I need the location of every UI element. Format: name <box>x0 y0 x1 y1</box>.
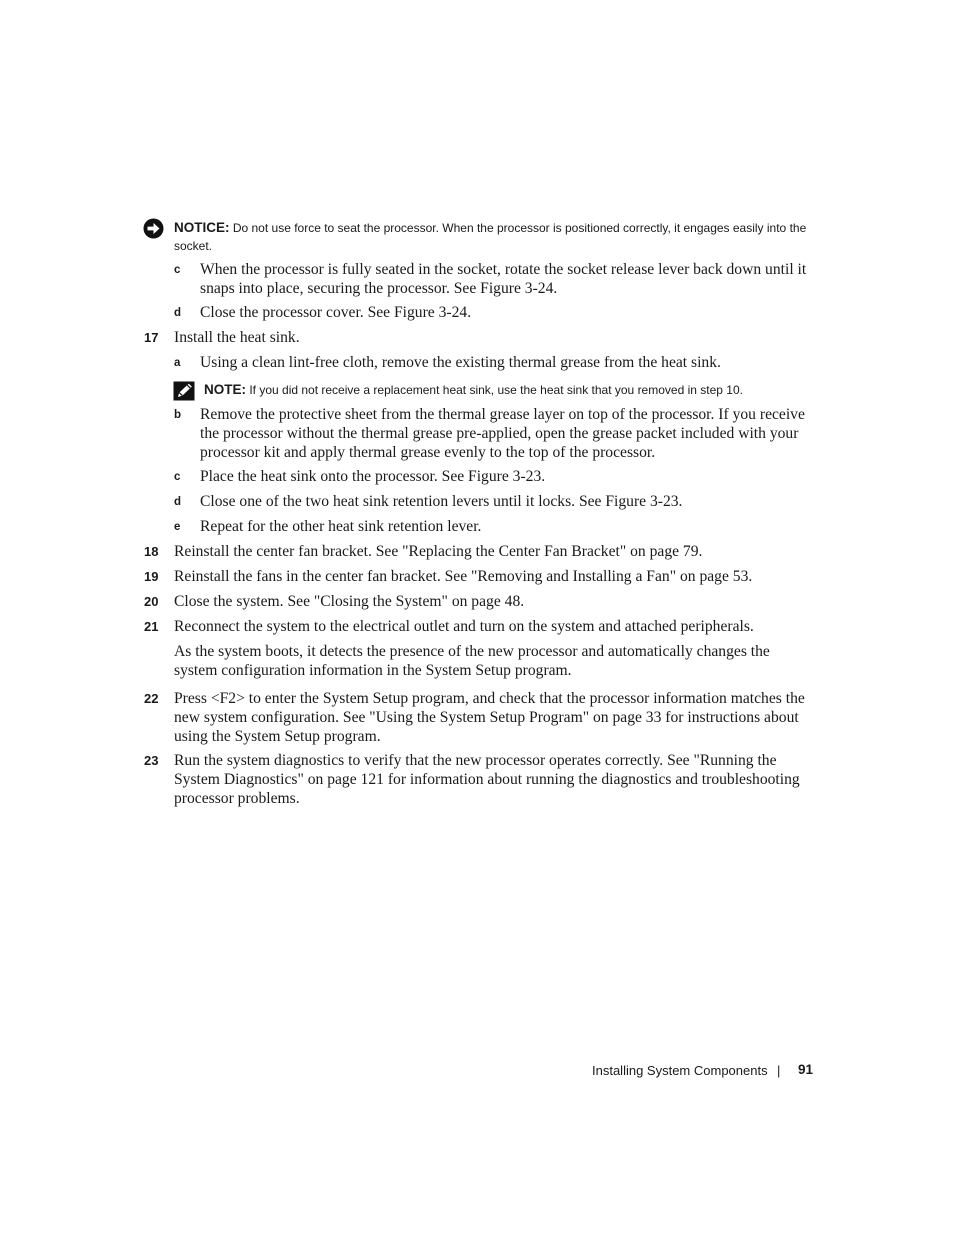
step-number: 18 <box>144 544 159 559</box>
note-label: NOTE: <box>204 382 246 397</box>
substep-text: Close one of the two heat sink retention levers until it locks. See Figure 3-23. <box>200 493 683 510</box>
substep-letter: a <box>174 357 181 369</box>
notice-text <box>174 219 816 255</box>
notice-body: Do not use force to seat the processor. When the processor is positioned correctly, it engages easily into the socket. <box>174 221 807 253</box>
substep-text: Remove the protective sheet from the thermal grease layer on top of the processor. If you receive the processor without the thermal grease pre-applied, open the grease packet included with your processor kit and apply thermal grease evenly to the top of the processor. <box>200 406 805 461</box>
substep-letter: d <box>174 496 182 508</box>
step-text: Install the heat sink. <box>174 329 300 346</box>
note-pencil-icon <box>173 381 195 401</box>
substep-text: Repeat for the other heat sink retention lever. <box>200 518 482 535</box>
note-body: If you did not receive a replacement heat sink, use the heat sink that you removed in step 10. <box>246 383 743 397</box>
note-text <box>204 381 816 400</box>
step-text: Press <F2> to enter the System Setup program, and check that the processor information matches the new system configuration. See "Using the System Setup Program" on page 33 for instructions about using the System Setup program. <box>174 690 805 745</box>
step-number: 21 <box>144 619 159 634</box>
step-number: 20 <box>144 594 159 609</box>
substep-text: Using a clean lint-free cloth, remove the existing thermal grease from the heat sink. <box>200 354 721 371</box>
step-text: Reinstall the fans in the center fan bracket. See "Removing and Installing a Fan" on page 53. <box>174 568 753 585</box>
page-number: 91 <box>798 1062 814 1077</box>
substep-letter: d <box>174 307 182 319</box>
step-text: Run the system diagnostics to verify that the new processor operates correctly. See "Running the System Diagnostics" on page 121 for information about running the diagnostics and troubleshooting processor problems. <box>174 752 800 807</box>
notice-label: NOTICE: <box>174 220 230 235</box>
step-text: Reinstall the center fan bracket. See "Replacing the Center Fan Bracket" on page 79. <box>174 543 703 560</box>
substep-text: Place the heat sink onto the processor. See Figure 3-23. <box>200 468 546 485</box>
step-text: Close the system. See "Closing the System" on page 48. <box>174 593 525 610</box>
step-number: 19 <box>144 569 159 584</box>
footer-section-title: Installing System Components <box>592 1063 768 1078</box>
step-number: 17 <box>144 330 159 345</box>
substep-text: Close the processor cover. See Figure 3-24. <box>200 304 472 321</box>
substep-letter: b <box>174 409 182 421</box>
substep-letter: e <box>174 521 181 533</box>
substep-text: When the processor is fully seated in the socket, rotate the socket release lever back down until it snaps into place, securing the processor. See Figure 3-24. <box>200 261 807 297</box>
step-number: 23 <box>144 753 159 768</box>
step-number: 22 <box>144 691 159 706</box>
step-paragraph: As the system boots, it detects the presence of the new processor and automatically changes the system configuration information in the System Setup program. <box>174 643 770 679</box>
notice-icon <box>143 218 164 239</box>
step-text: Reconnect the system to the electrical outlet and turn on the system and attached peripherals. <box>174 618 754 635</box>
substep-letter: c <box>174 471 181 483</box>
substep-letter: c <box>174 264 181 276</box>
footer-separator: | <box>777 1063 781 1078</box>
